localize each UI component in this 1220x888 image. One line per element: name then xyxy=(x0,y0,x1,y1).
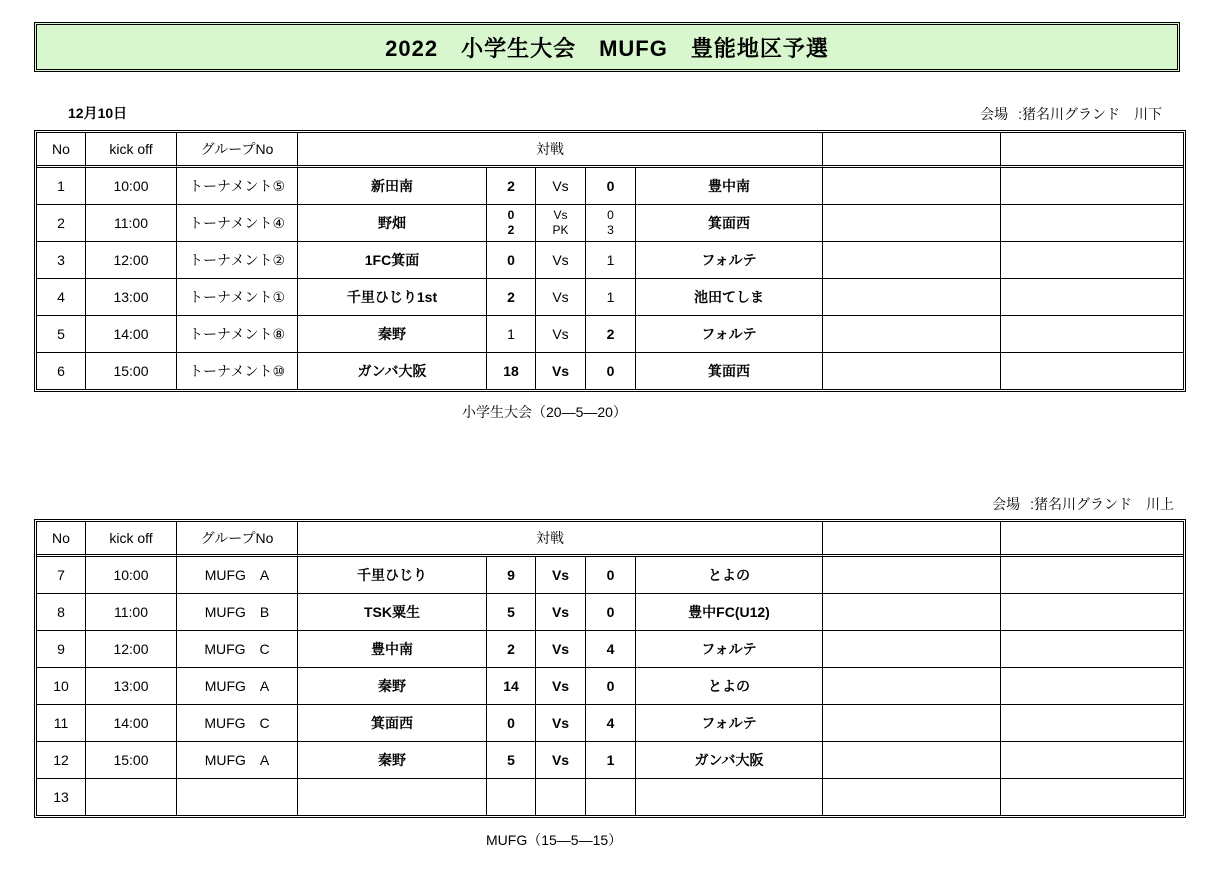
kickoff-time: 13:00 xyxy=(86,279,177,316)
vs-label: Vs xyxy=(536,557,586,594)
home-score: 18 xyxy=(487,353,536,389)
home-score-pk xyxy=(487,205,536,242)
home-team: 野畑 xyxy=(298,205,487,242)
match-no: 13 xyxy=(37,779,86,815)
extra-cell xyxy=(1001,353,1183,389)
kickoff-time: 14:00 xyxy=(86,316,177,353)
kickoff-time: 12:00 xyxy=(86,631,177,668)
match-no: 8 xyxy=(37,594,86,631)
kickoff-time: 10:00 xyxy=(86,168,177,205)
kickoff-time: 13:00 xyxy=(86,668,177,705)
away-team: ガンバ大阪 xyxy=(636,742,823,779)
vs-label: Vs xyxy=(553,208,568,222)
vs-label: Vs xyxy=(536,316,586,353)
kickoff-time: 15:00 xyxy=(86,742,177,779)
header-extra-1 xyxy=(823,133,1001,168)
vs-label: Vs xyxy=(536,742,586,779)
header-group: グループNo xyxy=(177,133,298,168)
vs-label: Vs xyxy=(536,242,586,279)
home-team: TSK粟生 xyxy=(298,594,487,631)
extra-cell xyxy=(823,742,1001,779)
venue-label: 会場 xyxy=(980,106,1009,122)
header-match-spacer xyxy=(586,133,636,168)
header-no: No xyxy=(37,522,86,557)
match-no: 1 xyxy=(37,168,86,205)
away-team: フォルテ xyxy=(636,242,823,279)
away-score: 4 xyxy=(586,631,636,668)
away-score xyxy=(586,779,636,815)
extra-cell xyxy=(823,594,1001,631)
header-match-spacer xyxy=(298,133,487,168)
vs-label: Vs xyxy=(536,168,586,205)
extra-cell xyxy=(1001,168,1183,205)
away-team: フォルテ xyxy=(636,631,823,668)
extra-cell xyxy=(823,242,1001,279)
away-score: 1 xyxy=(586,279,636,316)
match-no: 12 xyxy=(37,742,86,779)
schedule-table-2 xyxy=(34,519,1186,818)
header-match-spacer xyxy=(636,522,823,557)
kickoff-time: 11:00 xyxy=(86,594,177,631)
extra-cell xyxy=(1001,779,1183,815)
extra-cell xyxy=(823,353,1001,389)
table-header xyxy=(37,133,1183,168)
away-score: 0 xyxy=(607,208,614,222)
header-extra-2 xyxy=(1001,522,1183,557)
group-no: トーナメント④ xyxy=(177,205,298,242)
table-row xyxy=(37,242,1183,279)
extra-cell xyxy=(823,705,1001,742)
vs-label: Vs xyxy=(536,631,586,668)
match-no: 11 xyxy=(37,705,86,742)
home-score: 14 xyxy=(487,668,536,705)
table-row xyxy=(37,168,1183,205)
group-no: トーナメント⑧ xyxy=(177,316,298,353)
extra-cell xyxy=(823,279,1001,316)
extra-cell xyxy=(1001,594,1183,631)
extra-cell xyxy=(1001,742,1183,779)
home-score: 0 xyxy=(487,242,536,279)
home-team: 秦野 xyxy=(298,316,487,353)
kickoff-time: 14:00 xyxy=(86,705,177,742)
home-team: 千里ひじり1st xyxy=(298,279,487,316)
vs-pk xyxy=(536,205,586,242)
away-score: 0 xyxy=(586,353,636,389)
vs-label: Vs xyxy=(536,594,586,631)
venue-label: 会場 xyxy=(992,496,1021,512)
extra-cell xyxy=(1001,631,1183,668)
away-score: 1 xyxy=(586,742,636,779)
home-score xyxy=(487,779,536,815)
group-no: トーナメント⑤ xyxy=(177,168,298,205)
extra-cell xyxy=(1001,316,1183,353)
vs-label: Vs xyxy=(536,279,586,316)
home-team: 千里ひじり xyxy=(298,557,487,594)
kickoff-time: 10:00 xyxy=(86,557,177,594)
away-team: 箕面西 xyxy=(636,353,823,389)
vs-label xyxy=(536,779,586,815)
group-no: トーナメント① xyxy=(177,279,298,316)
away-team: フォルテ xyxy=(636,316,823,353)
match-no: 4 xyxy=(37,279,86,316)
away-team: とよの xyxy=(636,557,823,594)
home-score: 9 xyxy=(487,557,536,594)
home-team: 秦野 xyxy=(298,742,487,779)
match-no: 6 xyxy=(37,353,86,389)
header-match-spacer xyxy=(298,522,487,557)
table-row xyxy=(37,594,1183,631)
home-team: 新田南 xyxy=(298,168,487,205)
vs-label: Vs xyxy=(536,353,586,389)
home-score: 1 xyxy=(487,316,536,353)
match-no: 5 xyxy=(37,316,86,353)
venue-name: :猪名川グランド 川下 xyxy=(1018,106,1162,122)
header-match-spacer xyxy=(487,133,536,168)
group-no: MUFG B xyxy=(177,594,298,631)
header-match-spacer xyxy=(586,522,636,557)
match-no: 9 xyxy=(37,631,86,668)
home-team xyxy=(298,779,487,815)
header-group: グループNo xyxy=(177,522,298,557)
home-team: ガンバ大阪 xyxy=(298,353,487,389)
away-team xyxy=(636,779,823,815)
match-no: 3 xyxy=(37,242,86,279)
home-score: 2 xyxy=(487,631,536,668)
table-header xyxy=(37,522,1183,557)
home-team: 1FC箕面 xyxy=(298,242,487,279)
group-no: MUFG C xyxy=(177,705,298,742)
away-score: 0 xyxy=(586,168,636,205)
table-row xyxy=(37,668,1183,705)
table-row xyxy=(37,205,1183,242)
table-row xyxy=(37,353,1183,389)
header-extra-1 xyxy=(823,522,1001,557)
away-score: 2 xyxy=(586,316,636,353)
page-title: 2022 小学生大会 MUFG 豊能地区予選 xyxy=(34,22,1180,72)
venue-1 xyxy=(980,104,1162,124)
home-pk-score: 2 xyxy=(507,223,515,237)
header-no: No xyxy=(37,133,86,168)
extra-cell xyxy=(823,631,1001,668)
away-team: 池田てしま xyxy=(636,279,823,316)
away-score: 1 xyxy=(586,242,636,279)
extra-cell xyxy=(1001,705,1183,742)
header-match: 対戦 xyxy=(536,522,586,557)
home-score: 0 xyxy=(507,208,515,222)
away-team: 豊中南 xyxy=(636,168,823,205)
home-score: 2 xyxy=(487,279,536,316)
extra-cell xyxy=(823,205,1001,242)
away-score: 4 xyxy=(586,705,636,742)
table-row xyxy=(37,279,1183,316)
extra-cell xyxy=(1001,668,1183,705)
away-team: フォルテ xyxy=(636,705,823,742)
away-team: 豊中FC(U12) xyxy=(636,594,823,631)
kickoff-time: 12:00 xyxy=(86,242,177,279)
home-team: 箕面西 xyxy=(298,705,487,742)
group-no: MUFG A xyxy=(177,557,298,594)
group-no: MUFG A xyxy=(177,742,298,779)
extra-cell xyxy=(823,779,1001,815)
kickoff-time: 11:00 xyxy=(86,205,177,242)
venue-2 xyxy=(992,494,1174,514)
schedule-table-1 xyxy=(34,130,1186,392)
table-row xyxy=(37,779,1183,815)
table-row xyxy=(37,316,1183,353)
group-no xyxy=(177,779,298,815)
match-no: 10 xyxy=(37,668,86,705)
vs-label: Vs xyxy=(536,668,586,705)
away-score-pk xyxy=(586,205,636,242)
away-score: 0 xyxy=(586,594,636,631)
home-score: 2 xyxy=(487,168,536,205)
header-match: 対戦 xyxy=(536,133,586,168)
rule-note-1: 小学生大会（20―5―20） xyxy=(462,404,627,420)
rule-note-2: MUFG（15―5―15） xyxy=(486,832,623,848)
away-team: 箕面西 xyxy=(636,205,823,242)
away-score: 0 xyxy=(586,668,636,705)
home-score: 5 xyxy=(487,594,536,631)
group-no: MUFG A xyxy=(177,668,298,705)
table-row xyxy=(37,631,1183,668)
home-score: 0 xyxy=(487,705,536,742)
away-score: 0 xyxy=(586,557,636,594)
header-match-spacer xyxy=(636,133,823,168)
group-no: トーナメント⑩ xyxy=(177,353,298,389)
group-no: トーナメント② xyxy=(177,242,298,279)
extra-cell xyxy=(823,557,1001,594)
away-pk-score: 3 xyxy=(607,223,614,237)
home-score: 5 xyxy=(487,742,536,779)
table-row xyxy=(37,742,1183,779)
extra-cell xyxy=(823,316,1001,353)
vs-label: Vs xyxy=(536,705,586,742)
match-no: 7 xyxy=(37,557,86,594)
pk-label: PK xyxy=(552,223,569,237)
home-team: 豊中南 xyxy=(298,631,487,668)
group-no: MUFG C xyxy=(177,631,298,668)
table-row xyxy=(37,705,1183,742)
away-team: とよの xyxy=(636,668,823,705)
extra-cell xyxy=(1001,279,1183,316)
kickoff-time xyxy=(86,779,177,815)
kickoff-time: 15:00 xyxy=(86,353,177,389)
match-date: 12月10日 xyxy=(68,105,128,121)
home-team: 秦野 xyxy=(298,668,487,705)
header-kickoff: kick off xyxy=(86,133,177,168)
extra-cell xyxy=(1001,557,1183,594)
extra-cell xyxy=(823,668,1001,705)
header-extra-2 xyxy=(1001,133,1183,168)
table-row xyxy=(37,557,1183,594)
extra-cell xyxy=(1001,242,1183,279)
extra-cell xyxy=(823,168,1001,205)
header-kickoff: kick off xyxy=(86,522,177,557)
header-match-spacer xyxy=(487,522,536,557)
extra-cell xyxy=(1001,205,1183,242)
match-no: 2 xyxy=(37,205,86,242)
venue-name: :猪名川グランド 川上 xyxy=(1030,496,1174,512)
